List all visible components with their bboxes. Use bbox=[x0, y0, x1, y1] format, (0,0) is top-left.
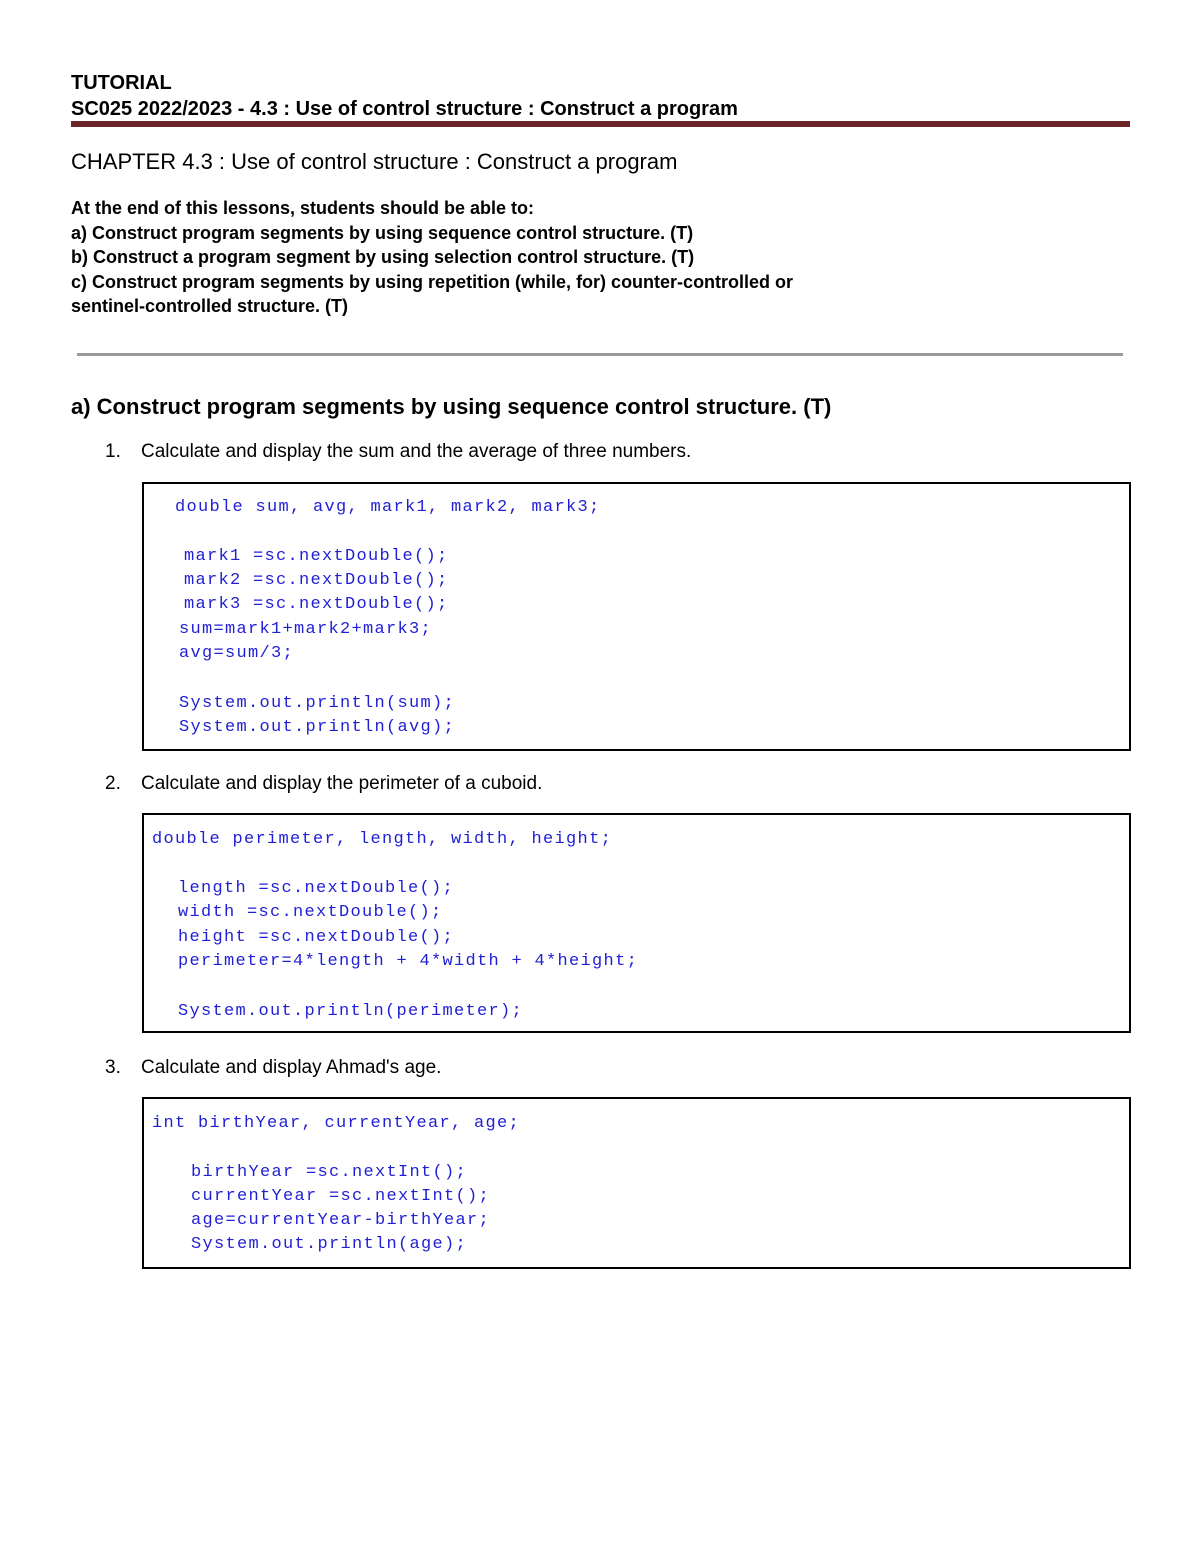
section-heading: a) Construct program segments by using sequence control structure. (T) bbox=[71, 394, 832, 419]
code-line: currentYear =sc.nextInt(); bbox=[191, 1187, 491, 1206]
code-box-2 bbox=[142, 813, 1131, 1033]
question-text: Calculate and display the sum and the average of three numbers. bbox=[141, 441, 692, 462]
question-1 bbox=[105, 440, 691, 464]
header-course-title: SC025 2022/2023 - 4.3 : Use of control structure : Construct a program bbox=[71, 98, 738, 120]
code-line: sum=mark1+mark2+mark3; bbox=[179, 620, 433, 639]
question-3 bbox=[105, 1056, 441, 1080]
code-line: height =sc.nextDouble(); bbox=[178, 928, 455, 947]
objective-item: c) Construct program segments by using repetition (while, for) counter-controlled or bbox=[71, 271, 794, 292]
chapter-title: CHAPTER 4.3 : Use of control structure : Construct a program bbox=[71, 149, 678, 174]
code-line: birthYear =sc.nextInt(); bbox=[191, 1163, 468, 1182]
question-number: 2. bbox=[105, 773, 121, 794]
code-box-1 bbox=[142, 482, 1131, 751]
objectives-intro: At the end of this lessons, students should be able to: bbox=[71, 198, 535, 218]
header-label: TUTORIAL bbox=[71, 72, 172, 94]
code-line: width =sc.nextDouble(); bbox=[178, 903, 443, 922]
question-number: 1. bbox=[105, 441, 121, 462]
question-text: Calculate and display Ahmad's age. bbox=[141, 1057, 442, 1078]
question-number: 3. bbox=[105, 1057, 121, 1078]
section-divider bbox=[77, 353, 1123, 356]
code-line: System.out.println(sum); bbox=[179, 694, 456, 713]
code-line: double sum, avg, mark1, mark2, mark3; bbox=[175, 498, 601, 517]
code-line: mark2 =sc.nextDouble(); bbox=[184, 571, 449, 590]
question-text: Calculate and display the perimeter of a cuboid. bbox=[141, 773, 543, 794]
code-line: System.out.println(avg); bbox=[179, 718, 456, 737]
header-divider bbox=[71, 121, 1130, 127]
question-2 bbox=[105, 772, 542, 796]
code-line: perimeter=4*length + 4*width + 4*height; bbox=[178, 952, 639, 971]
code-box-3 bbox=[142, 1097, 1131, 1269]
code-line: mark3 =sc.nextDouble(); bbox=[184, 595, 449, 614]
objective-item: sentinel-controlled structure. (T) bbox=[71, 296, 349, 316]
code-line: double perimeter, length, width, height; bbox=[152, 830, 613, 849]
code-line: mark1 =sc.nextDouble(); bbox=[184, 547, 449, 566]
objective-item: b) Construct a program segment by using selection control structure. (T) bbox=[71, 247, 695, 267]
code-line: length =sc.nextDouble(); bbox=[178, 879, 455, 898]
code-line: int birthYear, currentYear, age; bbox=[152, 1114, 521, 1133]
code-line: avg=sum/3; bbox=[179, 644, 295, 663]
objective-item: a) Construct program segments by using sequence control structure. (T) bbox=[71, 222, 694, 243]
code-line: age=currentYear-birthYear; bbox=[191, 1211, 491, 1230]
document-header bbox=[71, 70, 1131, 122]
code-line: System.out.println(age); bbox=[191, 1235, 468, 1254]
code-line: System.out.println(perimeter); bbox=[178, 1002, 524, 1021]
learning-objectives bbox=[71, 196, 1071, 319]
